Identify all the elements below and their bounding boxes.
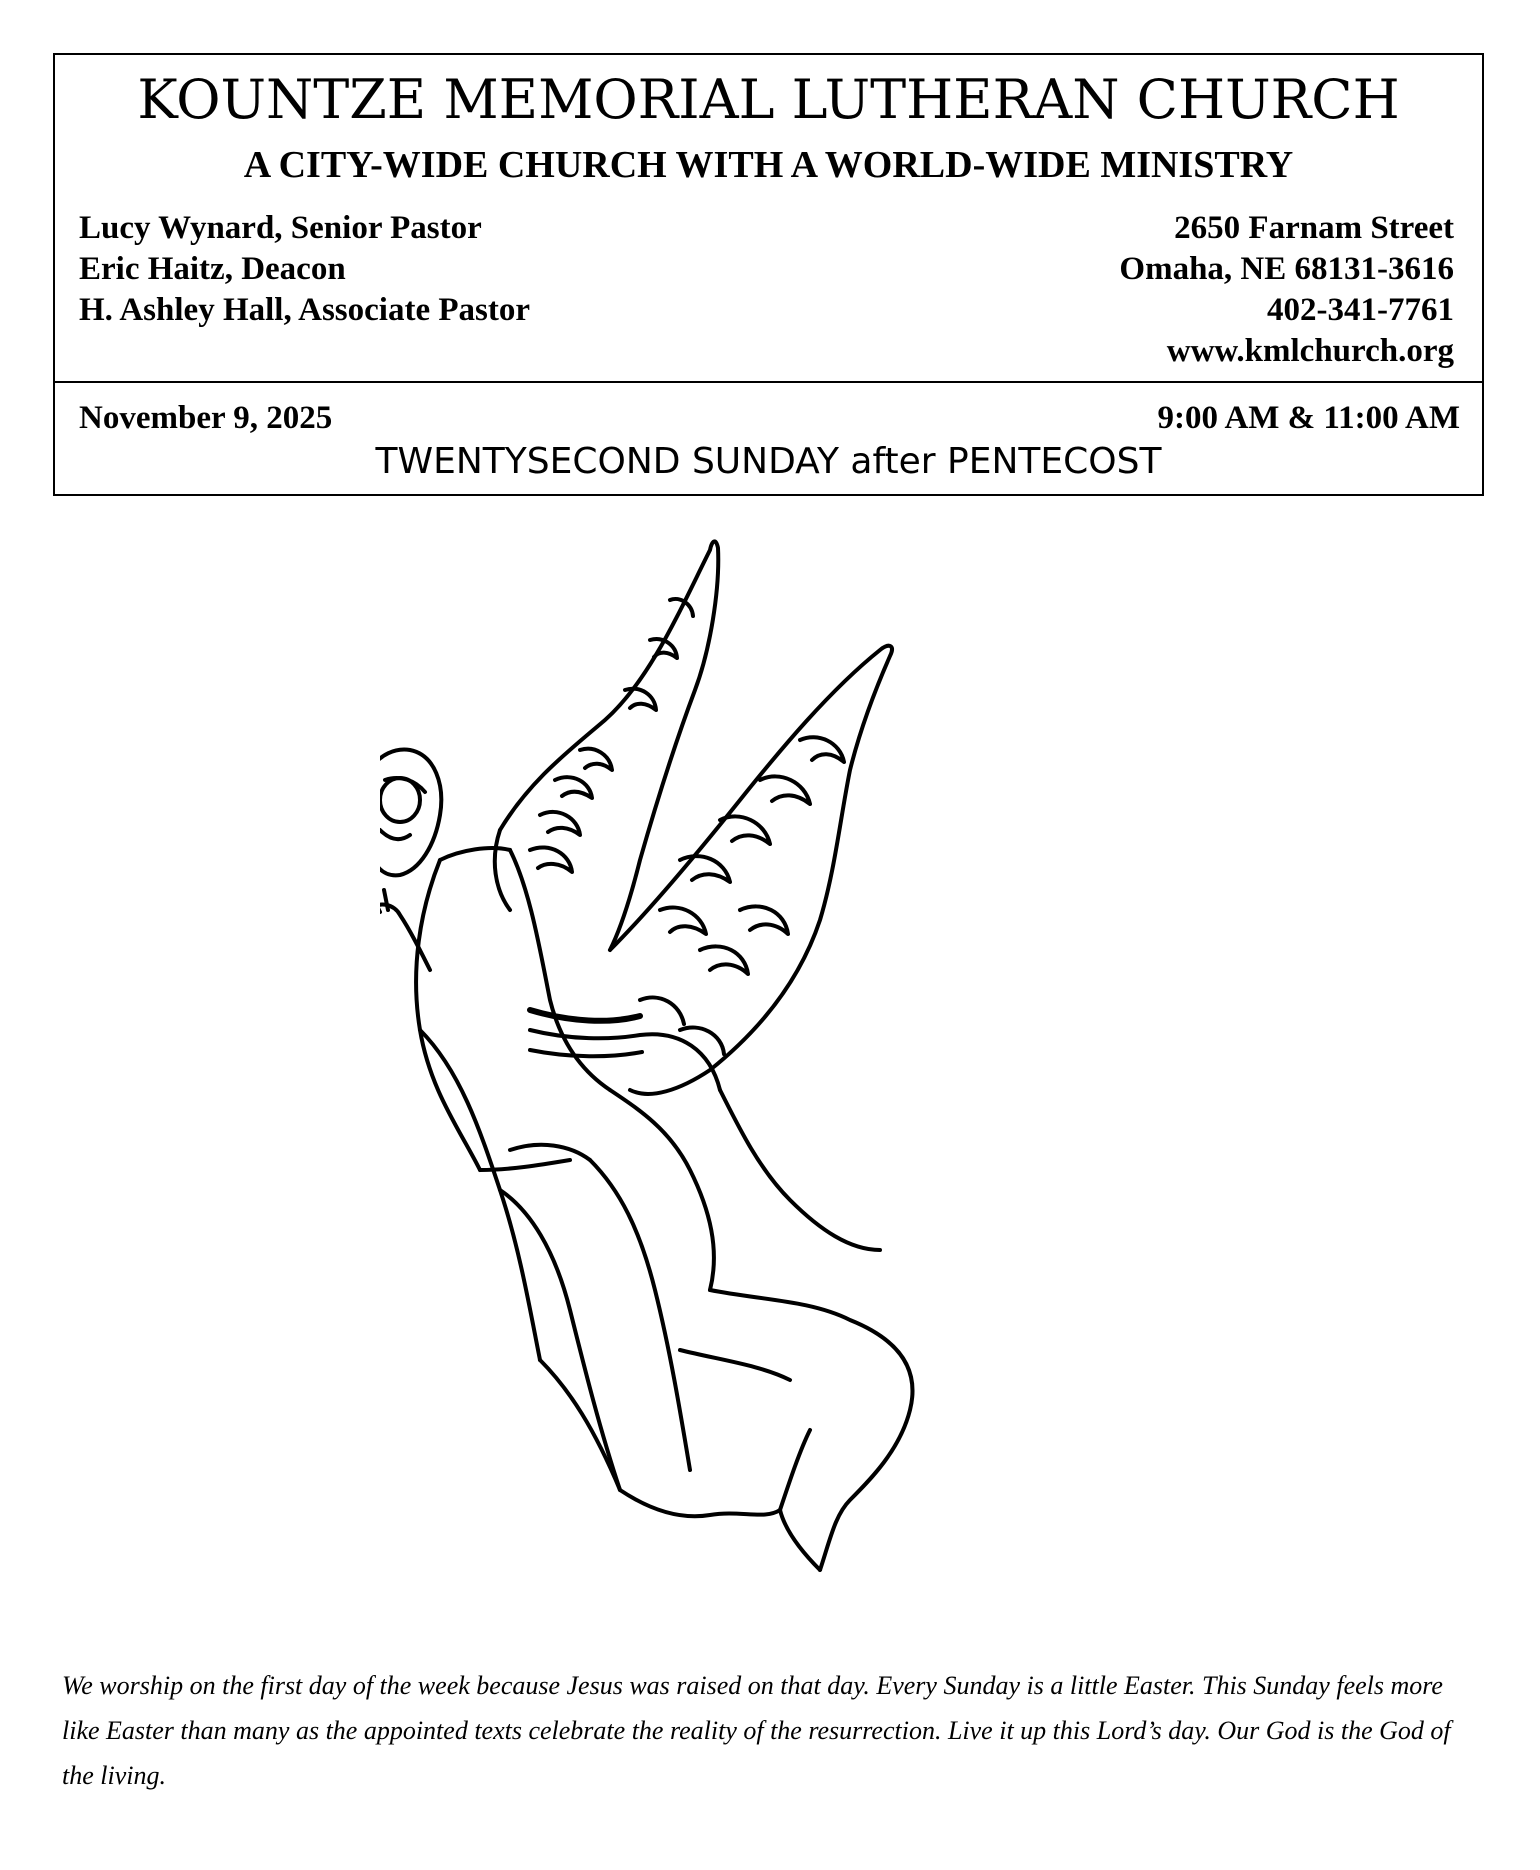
staff-senior-pastor: Lucy Wynard, Senior Pastor xyxy=(79,210,482,246)
phone-number: 402-341-7761 xyxy=(1267,292,1454,328)
service-info-box xyxy=(53,383,1484,496)
church-header xyxy=(53,53,1484,383)
staff-associate-pastor: H. Ashley Hall, Associate Pastor xyxy=(79,292,530,328)
service-times: 9:00 AM & 11:00 AM xyxy=(1157,400,1460,436)
website-link[interactable]: www.kmlchurch.org xyxy=(1166,333,1454,369)
staff-deacon: Eric Haitz, Deacon xyxy=(79,251,346,287)
city-state-zip: Omaha, NE 68131-3616 xyxy=(1119,251,1454,287)
church-address xyxy=(1119,208,1454,372)
street-address: 2650 Farnam Street xyxy=(1174,210,1454,246)
church-name: KOUNTZE MEMORIAL LUTHERAN CHURCH xyxy=(137,68,1400,131)
flying-angel-illustration xyxy=(380,530,1160,1600)
reflection-paragraph: We worship on the first day of the week because Jesus was raised on that day. Every Sunday is a little Easter. This Sunday feels more like Easter than many as the appointed texts celebrate the reality of the resurrection. Live it up this Lord’s day. Our God is the God of the living. xyxy=(62,1671,1451,1790)
liturgical-day: TWENTYSECOND SUNDAY after PENTECOST xyxy=(375,441,1162,482)
church-tagline: A CITY-WIDE CHURCH WITH A WORLD-WIDE MINISTRY xyxy=(243,144,1294,186)
service-date: November 9, 2025 xyxy=(79,400,333,436)
staff-list xyxy=(79,208,530,331)
